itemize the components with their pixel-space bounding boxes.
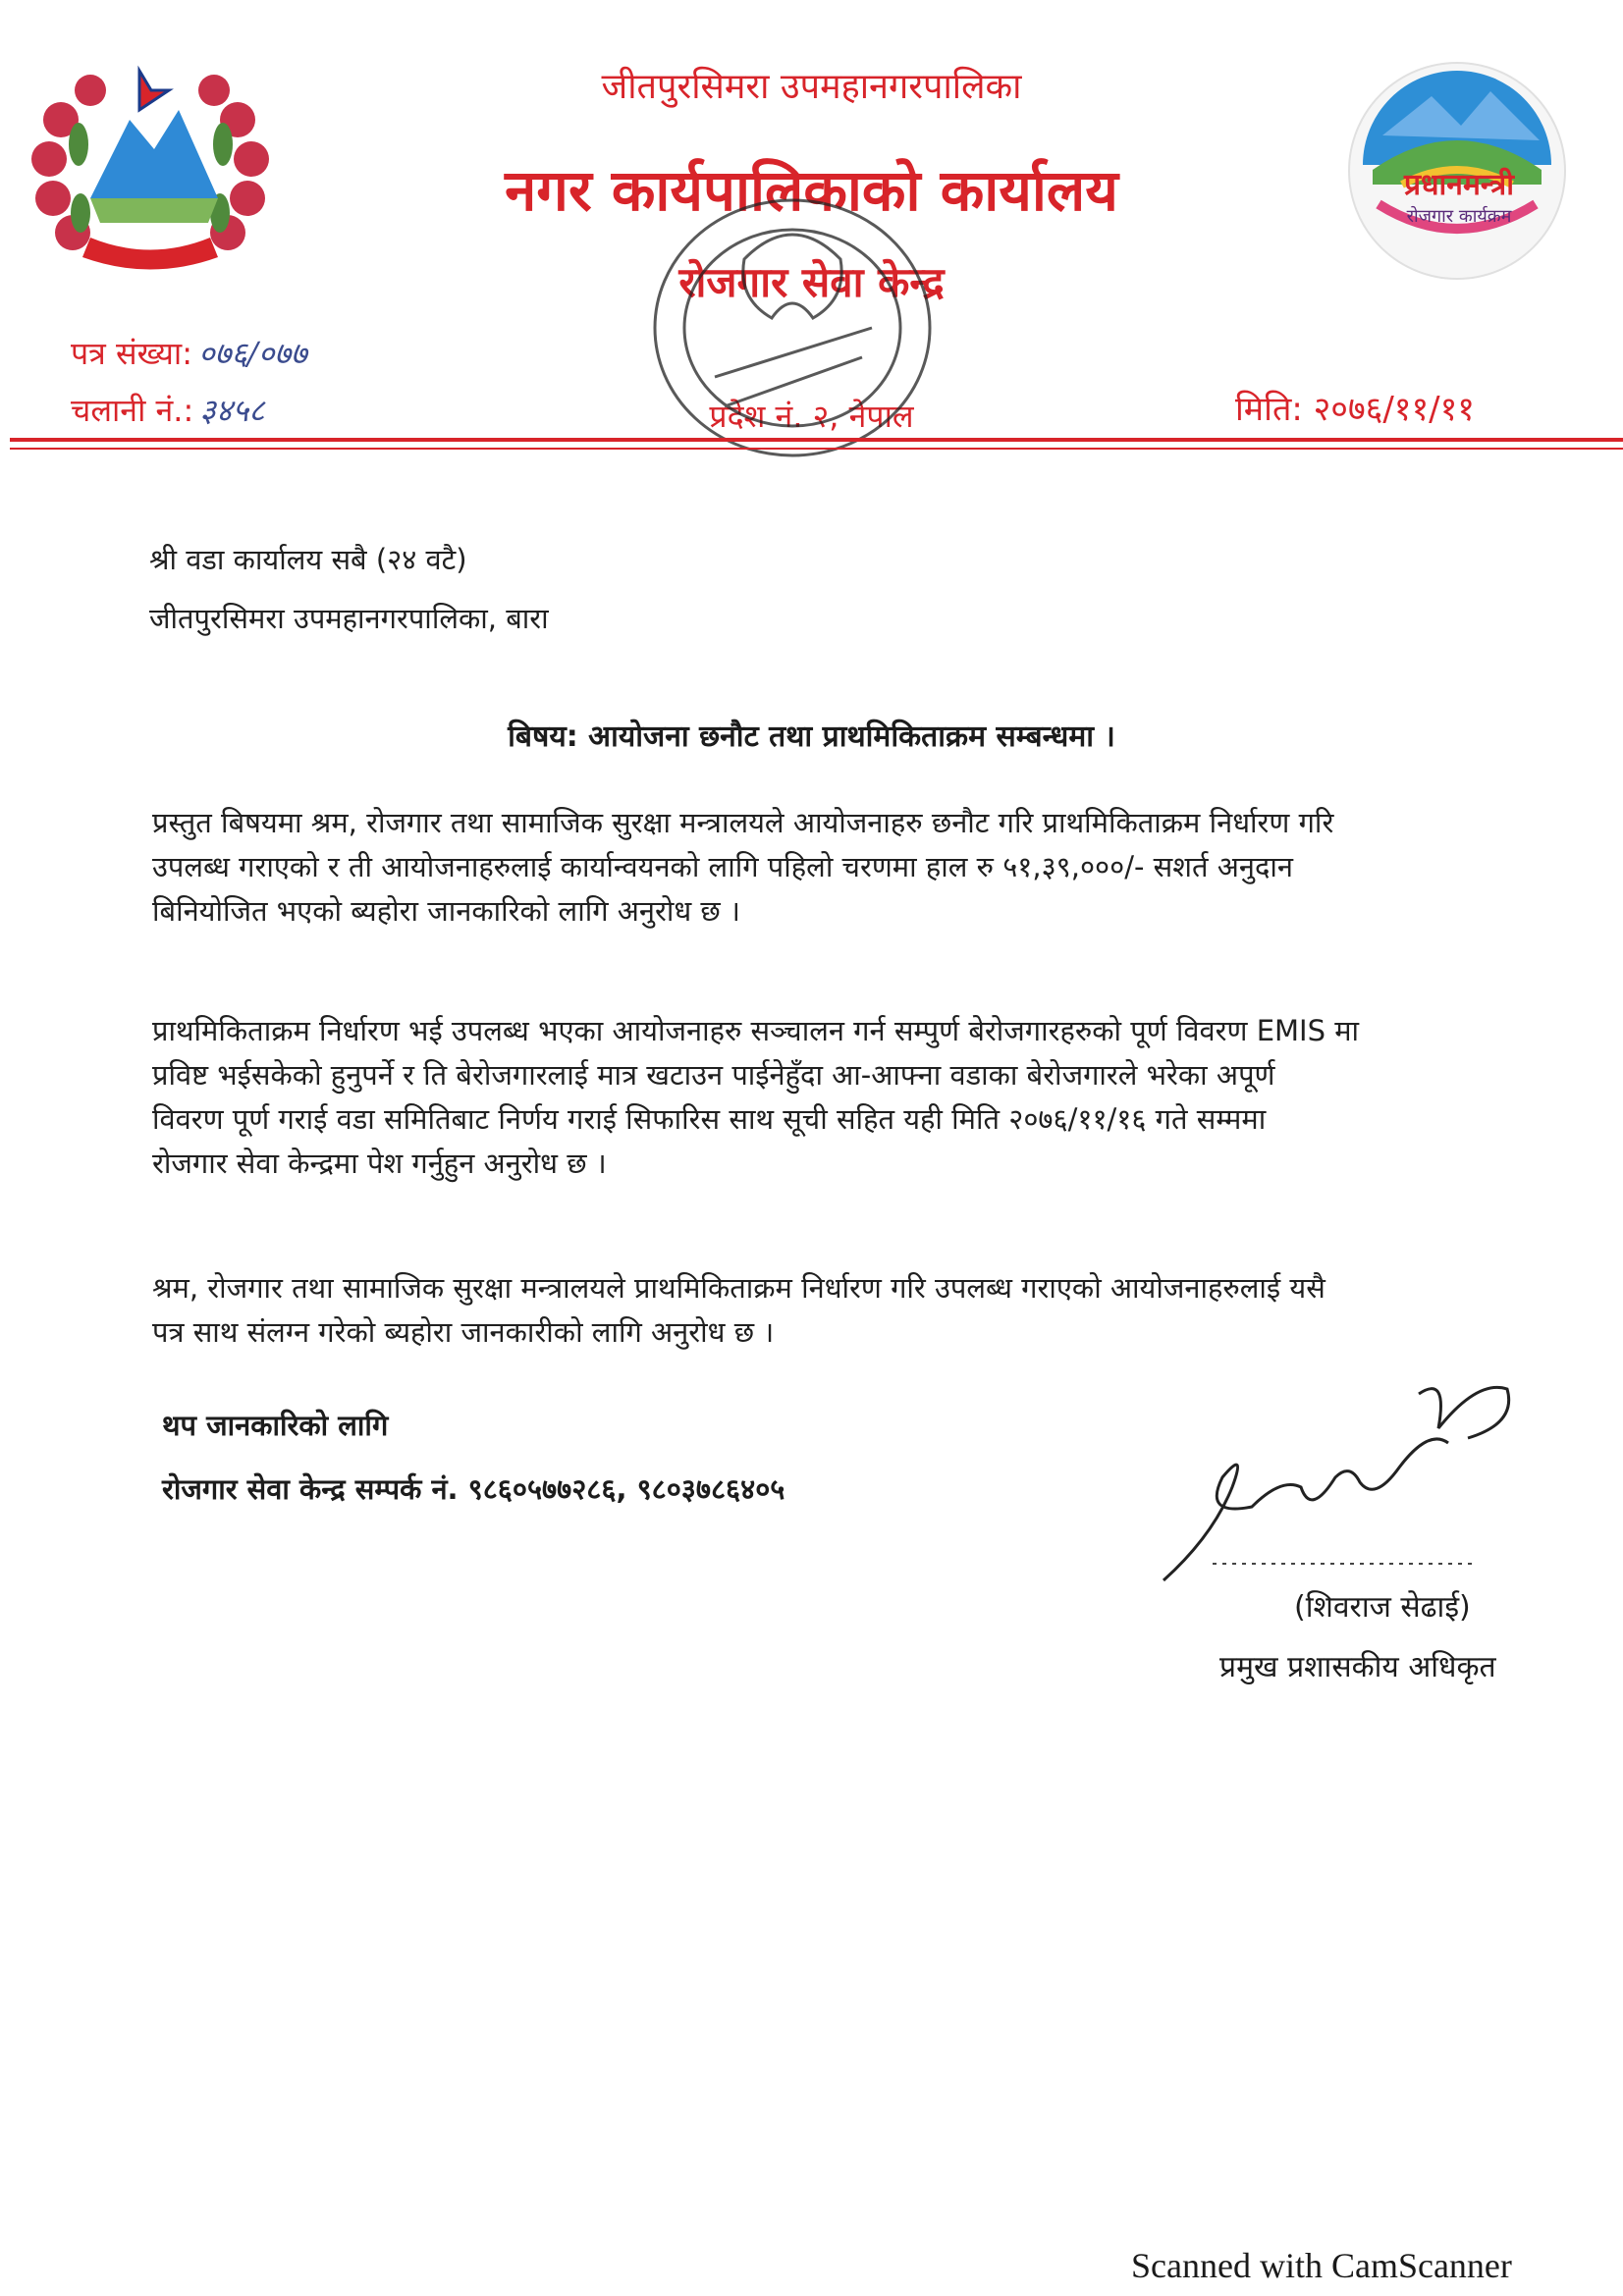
scanner-watermark: Scanned with CamScanner [1131, 2246, 1512, 2285]
paragraph-3 [152, 1266, 1610, 1355]
paragraph-line: रोजगार सेवा केन्द्रमा पेश गर्नुहुन अनुरोध छ । [152, 1146, 607, 1180]
dispatch-number-value: ३४५८ [199, 392, 265, 429]
paragraph-line: प्राथमिकिताक्रम निर्धारण भई उपलब्ध भएका आयोजनाहरु सञ्चालन गर्न सम्पुर्ण बेरोजगारहरुको पूर्ण विवरण EMIS मा [152, 1014, 1360, 1047]
paragraph-2 [152, 1009, 1610, 1186]
letter-number [71, 332, 307, 374]
paragraph-line: श्रम, रोजगार तथा सामाजिक सुरक्षा मन्त्रालयले प्राथमिकिताक्रम निर्धारण गरि उपलब्ध गराएको आयोजनाहरुलाई यसै [152, 1271, 1325, 1305]
municipality-name: जीतपुरसिमरा उपमहानगरपालिका [601, 67, 1022, 107]
date-value: २०७६/११/११ [1313, 390, 1475, 429]
contact-heading: थप जानकारिको लागि [162, 1409, 389, 1442]
paragraph-1 [152, 801, 1610, 934]
signatory-title: प्रमुख प्रशासकीय अधिकृत [1219, 1650, 1496, 1684]
dispatch-number [71, 389, 265, 431]
header-divider-thin [10, 448, 1623, 450]
letter-subject: बिषय: आयोजना छनौट तथा प्राथमिकिताक्रम सम्बन्धमा । [508, 720, 1115, 754]
logo-text: प्रधानमन्त्री [1404, 168, 1514, 202]
signatory-name: (शिवराज सेढाई) [1294, 1590, 1471, 1625]
letter-number-value: ०७६/०७७ [198, 335, 307, 372]
handwritten-signature [1154, 1369, 1586, 1595]
addressee-line-2: जीतपुरसिमरा उपमहानगरपालिका, बारा [149, 602, 549, 635]
letter-date [1235, 385, 1475, 430]
contact-numbers: रोजगार सेवा केन्द्र सम्पर्क नं. ९८६०५७७२८६, ९८०३७८६४०५ [162, 1472, 785, 1506]
header-divider [10, 438, 1623, 442]
center-name: रोजगार सेवा केन्द्र [678, 258, 945, 306]
addressee-line-1: श्री वडा कार्यालय सबै (२४ वटै) [149, 543, 467, 576]
paragraph-line: प्रस्तुत बिषयमा श्रम, रोजगार तथा सामाजिक सुरक्षा मन्त्रालयले आयोजनाहरु छनौट गरि प्राथमिकिताक्रम निर्धारण गरि [152, 806, 1334, 839]
official-stamp-icon [636, 181, 948, 475]
office-address: प्रदेश नं. २, नेपाल [709, 398, 914, 435]
logo-subtext: रोजगार कार्यक्रम [1406, 206, 1512, 227]
paragraph-line: विवरण पूर्ण गराई वडा समितिबाट निर्णय गराई सिफारिस साथ सूची सहित यही मिति २०७६/११/१६ गते सम्ममा [152, 1101, 1267, 1136]
paragraph-line: प्रविष्ट भईसकेको हुनुपर्ने र ति बेरोजगारलाई मात्र खटाउन पाईनेहुँदा आ-आफ्ना वडाका बेरोजगारले भरेका अपूर्ण [152, 1057, 1275, 1092]
paragraph-line: उपलब्ध गराएको र ती आयोजनाहरुलाई कार्यान्वयनको लागि पहिलो चरणमा हाल रु ५१,३९,०००/- सशर्त अनुदान [152, 849, 1293, 883]
paragraph-line: पत्र साथ संलग्न गरेको ब्यहोरा जानकारीको लागि अनुरोध छ । [152, 1314, 775, 1349]
date-label: मिति: [1235, 390, 1303, 429]
letter-number-label: पत्र संख्या: [71, 335, 192, 372]
paragraph-line: बिनियोजित भएको ब्यहोरा जानकारिको लागि अनुरोध छ । [152, 893, 740, 928]
office-name: नगर कार्यपालिकाको कार्यालय [505, 157, 1118, 224]
dispatch-number-label: चलानी नं.: [71, 392, 194, 429]
